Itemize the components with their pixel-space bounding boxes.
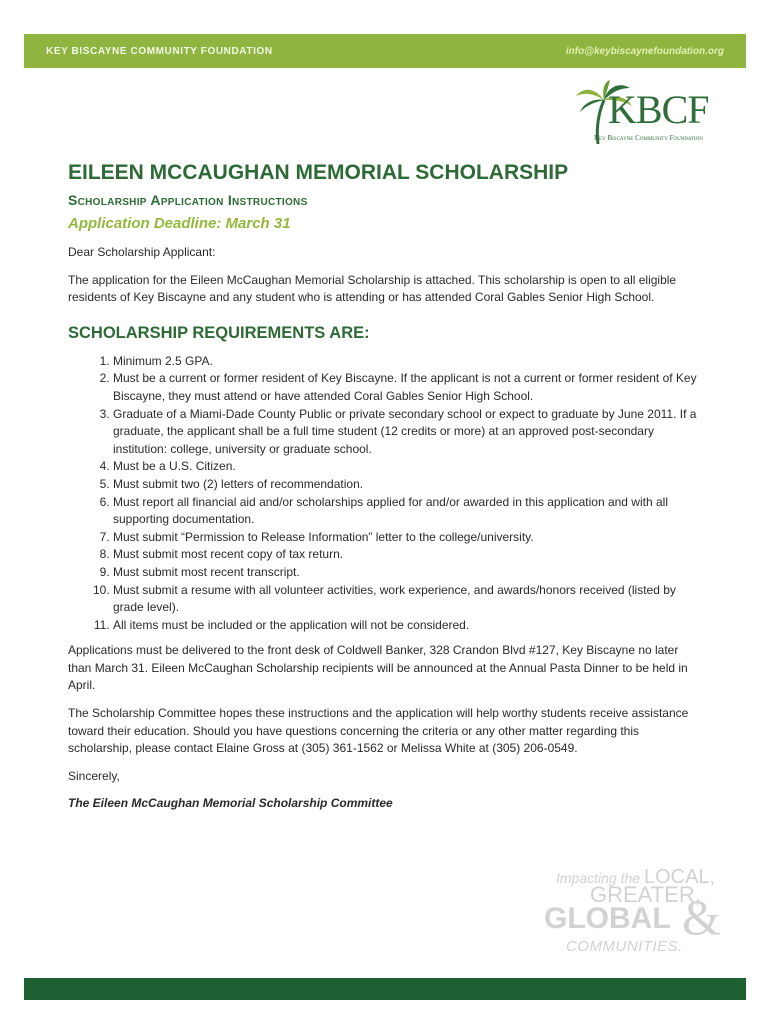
header-email-link[interactable]: info@keybiscaynefoundation.org [565, 45, 724, 57]
requirement-item: 7. Must submit “Permission to Release Information” letter to the college/university. [113, 529, 700, 547]
delivery-paragraph: Applications must be delivered to the front desk of Coldwell Banker, 328 Crandon Blvd #127, Key Biscayne no later than March 31. Eileen McCaughan Scholarship recipients will be announced at the Annual Pasta Dinner to be held in April. [68, 643, 688, 693]
application-deadline: Application Deadline: March 31 [68, 215, 291, 232]
tagline-local: LOCAL, [643, 866, 716, 888]
document-body [68, 158, 700, 813]
document-title: EILEEN MCCAUGHAN MEMORIAL SCHOLARSHIP [68, 161, 569, 184]
requirement-item: 10. Must submit a resume with all volunteer activities, work experience, and awards/honors received (listed by grade level). [113, 582, 700, 617]
footer-bar [24, 978, 746, 1000]
greeting: Dear Scholarship Applicant: [68, 245, 216, 259]
logo-subtitle: Key Biscayne Community Foundation [594, 134, 703, 142]
tagline-line2: GREATER, [590, 882, 701, 907]
signature: The Eileen McCaughan Memorial Scholarship Committee [68, 796, 393, 811]
requirement-item: 11. All items must be included or the application will not be considered. [113, 617, 700, 635]
requirements-heading: SCHOLARSHIP REQUIREMENTS ARE: [68, 323, 370, 342]
tagline-ampersand: & [682, 889, 721, 945]
requirement-item: 2. Must be a current or former resident of Key Biscayne. If the applicant is not a current or former resident of Key Biscayne, they must attend or have attended Coral Gables Senior High School. [113, 370, 700, 405]
requirements-list [68, 353, 700, 635]
requirement-item: 3. Graduate of a Miami-Dade County Public or private secondary school or expect to graduate by June 2011. If a graduate, the applicant shall be a full time student (12 credits or more) at an approved post-secondary institution: college, university or graduate school. [113, 406, 700, 459]
logo-text: KBCF [608, 87, 709, 132]
tagline-watermark [544, 862, 724, 958]
closing: Sincerely, [68, 768, 120, 783]
committee-paragraph: The Scholarship Committee hopes these instructions and the application will help worthy students receive assistance toward their education. Should you have questions concerning the criteria or any other matter regarding this scholarship, please contact Elaine Gross at (305) 361-1562 or Melissa White at (305) 206-0549. [68, 706, 689, 756]
tagline-line4: COMMUNITIES. [566, 938, 683, 955]
requirement-item: 5. Must submit two (2) letters of recommendation. [113, 476, 700, 494]
tagline-line3: GLOBAL [544, 902, 671, 935]
tagline-prefix: Impacting the [556, 870, 641, 886]
document-subtitle: Scholarship Application Instructions [68, 192, 308, 208]
header-org-name: KEY BISCAYNE COMMUNITY FOUNDATION [46, 45, 273, 57]
intro-paragraph: The application for the Eileen McCaughan Memorial Scholarship is attached. This scholarship is open to all eligible residents of Key Biscayne and any student who is attending or has attended Coral Gables Senior High School. [68, 272, 677, 305]
header-bar [24, 34, 746, 68]
requirement-item: 8. Must submit most recent copy of tax return. [113, 546, 700, 564]
requirement-item: 1. Minimum 2.5 GPA. [113, 353, 700, 371]
requirement-item: 4. Must be a U.S. Citizen. [113, 458, 700, 476]
requirement-item: 6. Must report all financial aid and/or scholarships applied for and/or awarded in this application and with all supporting documentation. [113, 494, 700, 529]
requirement-item: 9. Must submit most recent transcript. [113, 564, 700, 582]
kbcf-logo [574, 80, 724, 146]
